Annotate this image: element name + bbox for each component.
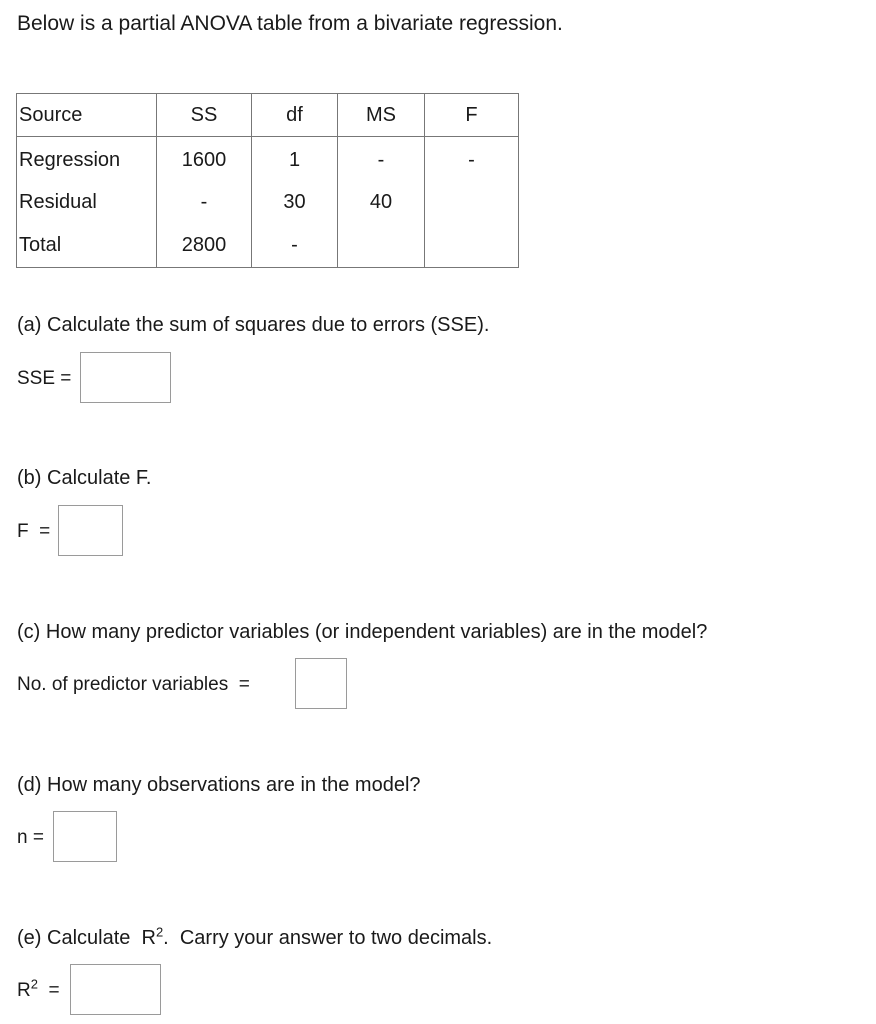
predictor-count-input[interactable] <box>295 658 347 709</box>
cell-source: Residual <box>17 181 157 223</box>
question-c: (c) How many predictor variables (or independent variables) are in the model? <box>17 621 708 643</box>
cell-df: 1 <box>252 137 338 182</box>
header-df: df <box>252 94 338 137</box>
r2-label-text: R <box>17 980 31 1001</box>
intro-text: Below is a partial ANOVA table from a bivariate regression. <box>17 12 563 35</box>
cell-df: 30 <box>252 181 338 223</box>
table-row <box>17 223 519 268</box>
header-ss: SS <box>157 94 252 137</box>
predictor-label: No. of predictor variables = <box>17 674 250 695</box>
cell-ms: 40 <box>338 181 425 223</box>
cell-f <box>425 223 519 268</box>
r2-input[interactable] <box>70 964 161 1015</box>
cell-ss: 2800 <box>157 223 252 268</box>
table-row <box>17 181 519 223</box>
cell-ms: - <box>338 137 425 182</box>
n-label: n = <box>17 827 44 848</box>
question-e-text-after: . Carry your answer to two decimals. <box>163 927 493 949</box>
sse-label: SSE = <box>17 368 72 389</box>
anova-table <box>16 93 519 268</box>
cell-ms <box>338 223 425 268</box>
question-e <box>17 924 493 950</box>
question-b: (b) Calculate F. <box>17 467 152 489</box>
f-label: F = <box>17 521 51 542</box>
cell-source: Regression <box>17 137 157 182</box>
cell-ss: - <box>157 181 252 223</box>
question-a: (a) Calculate the sum of squares due to errors (SSE). <box>17 314 490 336</box>
cell-ss: 1600 <box>157 137 252 182</box>
cell-f <box>425 181 519 223</box>
r2-label-sup: 2 <box>30 976 38 992</box>
cell-df: - <box>252 223 338 268</box>
f-input[interactable] <box>58 505 123 556</box>
question-e-sup: 2 <box>155 924 164 940</box>
header-f: F <box>425 94 519 137</box>
table-row <box>17 137 519 182</box>
sse-input[interactable] <box>80 352 171 403</box>
header-source: Source <box>17 94 157 137</box>
question-d: (d) How many observations are in the model? <box>17 774 421 796</box>
table-header-row <box>17 94 519 137</box>
question-e-text-before: (e) Calculate R <box>17 927 156 949</box>
header-ms: MS <box>338 94 425 137</box>
r2-label-equals: = <box>37 980 60 1001</box>
cell-f: - <box>425 137 519 182</box>
n-input[interactable] <box>53 811 117 862</box>
cell-source: Total <box>17 223 157 268</box>
r2-label <box>17 976 60 1002</box>
